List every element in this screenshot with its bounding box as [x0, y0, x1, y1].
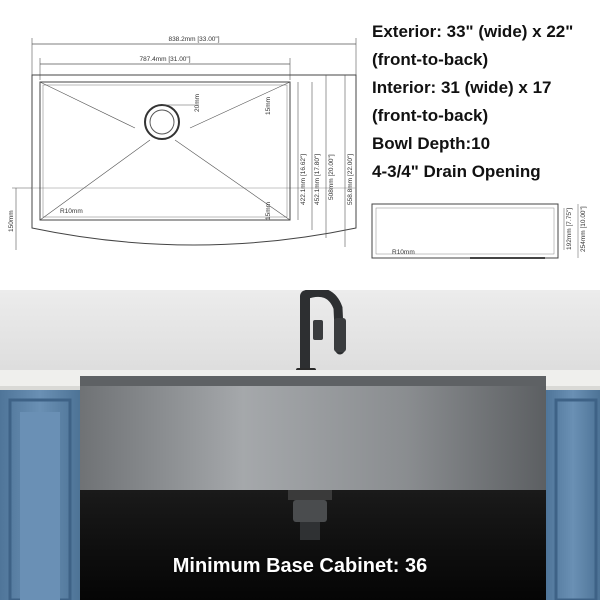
spec-exterior-line2: (front-to-back)	[372, 50, 489, 69]
drain-radius-label: 20mm	[194, 93, 201, 112]
spec-interior-line1: Interior: 31 (wide) x 17	[372, 78, 552, 97]
side-depth-2-label: 254mm [10.00"]	[580, 206, 587, 252]
sink-photo-illustration	[0, 290, 600, 600]
minimum-cabinet-caption: Minimum Base Cabinet: 36	[172, 555, 428, 577]
side-depth-1-label: 192mm [7.75"]	[566, 207, 573, 250]
apron-height-label: 150mm	[8, 210, 15, 232]
dimension-diagram	[0, 0, 600, 290]
installed-sink-photo	[0, 290, 600, 600]
inner-width-label: 787.4mm [31.00"]	[139, 56, 191, 63]
spec-bowl-depth: Bowl Depth:10	[372, 134, 491, 153]
inner-depth-1-label: 422.1mm [16.62"]	[300, 153, 307, 205]
specifications-list	[372, 18, 597, 186]
sink-bowl-outline	[40, 82, 290, 220]
corner-radius-label: R10mm	[60, 208, 83, 215]
spec-drain-opening: 4-3/4" Drain Opening	[372, 162, 541, 181]
depth-3-label: 508mm [20.00"]	[328, 154, 335, 200]
sink-apron	[80, 376, 546, 490]
spec-interior-line2: (front-to-back)	[372, 106, 489, 125]
overall-depth-label: 558.8mm [22.00"]	[347, 153, 354, 205]
overall-width-label: 838.2mm [33.00"]	[168, 36, 220, 43]
corner-offset-bottom-label: 15mm	[265, 201, 272, 220]
inner-depth-2-label: 452.1mm [17.80"]	[314, 153, 321, 205]
spec-exterior-line1: Exterior: 33" (wide) x 22"	[372, 22, 574, 41]
corner-offset-top-label: 15mm	[265, 96, 272, 115]
side-radius-label: R10mm	[392, 249, 415, 256]
